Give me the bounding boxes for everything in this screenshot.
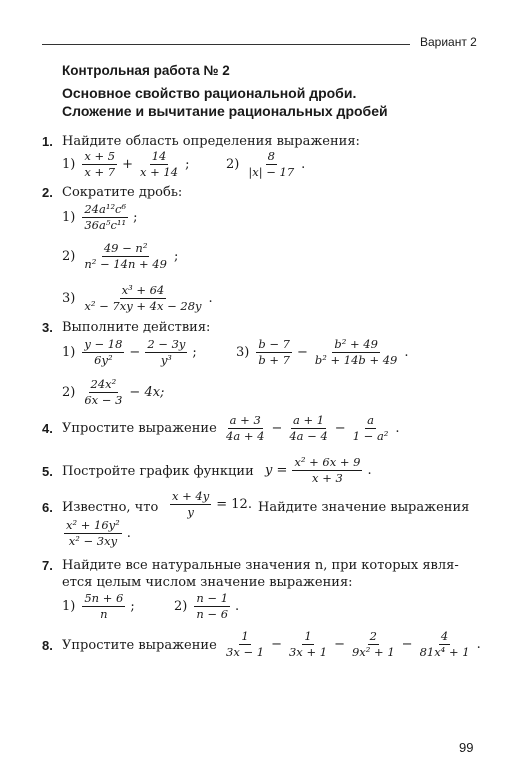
task-5-number: 5. [42,464,53,479]
fraction: $\frac{8}{|x| - 17}$ [248,149,295,179]
task-8-expression: $\frac{1}{3x - 1}$ − $\frac{1}{3x + 1}$ − $\frac{2}{\text{9x² + 1}}$ − $\frac{4}{\text{81x⁴ + 1}}$ . [226,629,481,659]
task-7-item-2: 2) $\frac{n - 1}{n - 6}$ . [174,591,240,621]
header-rule [42,44,410,45]
variant-label: Вариант 2 [420,35,477,49]
task-2-number: 2. [42,185,53,200]
fraction: $\frac{a + 3}{4a + 4}$ [226,413,265,443]
fraction: $\frac{5n + 6}{n}$ [84,591,124,621]
task-3-text: Выполните действия: [62,320,211,335]
task-7-line-1: Найдите все натуральные значения n, при которых явля- [62,558,459,573]
task-5-text: Постройте график функции [62,464,254,479]
fraction: $\frac{1}{3x - 1}$ [226,629,265,659]
fraction: $\frac{x + 5}{x + 7}$ [84,149,116,179]
fraction: $\frac{14}{x + 14}$ [140,149,179,179]
fraction: $\frac{a}{\text{1 − a²}}$ [352,413,389,443]
task-6-expression: $\frac{\text{x² + 16y²}}{\text{x² − 3xy}}$ . [66,518,131,548]
task-3-item-2: 2) $\frac{\text{24x²}}{6x - 3}$ − 4x; [62,377,165,407]
task-3-number: 3. [42,320,53,335]
task-1-text: Найдите область определения выражения: [62,134,360,149]
task-8-text: Упростите выражение [62,638,217,653]
fraction: $\frac{b - 7}{b + 7}$ [258,337,290,367]
task-6-number: 6. [42,500,53,515]
fraction: $\frac{\text{49 − n²}}{\text{n² − 14n + 49}}$ [84,241,167,271]
fraction: $\frac{\text{x³ + 64}}{\text{x² − 7xy + 4x − 28y}}$ [84,283,202,313]
task-2-text: Сократите дробь: [62,185,183,200]
task-5-expression: y = $\frac{\text{x² + 6x + 9}}{x + 3}$ . [265,455,372,485]
task-7-item-1: 1) $\frac{5n + 6}{n}$ ; [62,591,135,621]
subtitle-line-2: Сложение и вычитание рациональных дробей [62,103,388,119]
task-6-text-1: Известно, что [62,500,159,515]
fraction: $\frac{\text{b² + 49}}{\text{b² + 14b + 49}}$ [314,337,398,367]
task-4-expression: $\frac{a + 3}{4a + 4}$ − $\frac{a + 1}{4a - 4}$ − $\frac{a}{\text{1 − a²}}$ . [226,413,400,443]
task-1-item-2: 2) $\frac{8}{|x| - 17}$ . [226,149,306,179]
fraction: $\frac{\text{24x²}}{6x - 3}$ [84,377,123,407]
fraction: $\frac{2}{\text{9x² + 1}}$ [351,629,395,659]
task-6-text-2: Найдите значение выражения [258,500,470,515]
page-number: 99 [459,740,474,755]
task-4-number: 4. [42,421,53,436]
task-8-number: 8. [42,638,53,653]
task-3-item-3: 3) $\frac{b - 7}{b + 7}$ − $\frac{\text{b² + 49}}{\text{b² + 14b + 49}}$ . [236,337,409,367]
test-title: Контрольная работа № 2 [62,63,230,78]
fraction: $\frac{y - 18}{\text{6y²}}$ [84,337,123,367]
task-4-text: Упростите выражение [62,421,217,436]
fraction: $\frac{1}{3x + 1}$ [288,629,328,659]
task-3-item-1: 1) $\frac{y - 18}{\text{6y²}}$ − $\frac{2 - 3y}{\text{y³}}$ ; [62,337,197,367]
task-1-item-1: 1) $\frac{x + 5}{x + 7}$ + $\frac{14}{x + 14}$ ; [62,149,190,179]
task-6-condition: $\frac{x + 4y}{y}$ = 12. [172,489,252,519]
fraction: $\frac{a + 1}{4a - 4}$ [289,413,328,443]
task-2-item-3: 3) $\frac{\text{x³ + 64}}{\text{x² − 7xy + 4x − 28y}}$ . [62,283,213,313]
task-2-item-2: 2) $\frac{\text{49 − n²}}{\text{n² − 14n + 49}}$ ; [62,241,179,271]
test-subtitle [62,84,388,120]
fraction: $\frac{n - 1}{n - 6}$ [196,591,229,621]
subtitle-line-1: Основное свойство рациональной дроби. [62,85,357,101]
task-1-number: 1. [42,134,53,149]
task-7-number: 7. [42,558,53,573]
task-7-line-2: ется целым числом значение выражения: [62,575,353,590]
fraction: $\frac{\text{x² + 6x + 9}}{x + 3}$ [294,455,361,485]
fraction: $\frac{\text{24a¹²c⁶}}{\text{36a⁵c¹¹}}$ [84,202,127,232]
fraction: $\frac{x + 4y}{y}$ [172,489,210,519]
fraction: $\frac{\text{x² + 16y²}}{\text{x² − 3xy}}$ [66,518,120,548]
fraction: $\frac{4}{\text{81x⁴ + 1}}$ [419,629,470,659]
task-2-item-1: 1) $\frac{\text{24a¹²c⁶}}{\text{36a⁵c¹¹}}$ ; [62,202,138,232]
fraction: $\frac{2 - 3y}{\text{y³}}$ [147,337,186,367]
